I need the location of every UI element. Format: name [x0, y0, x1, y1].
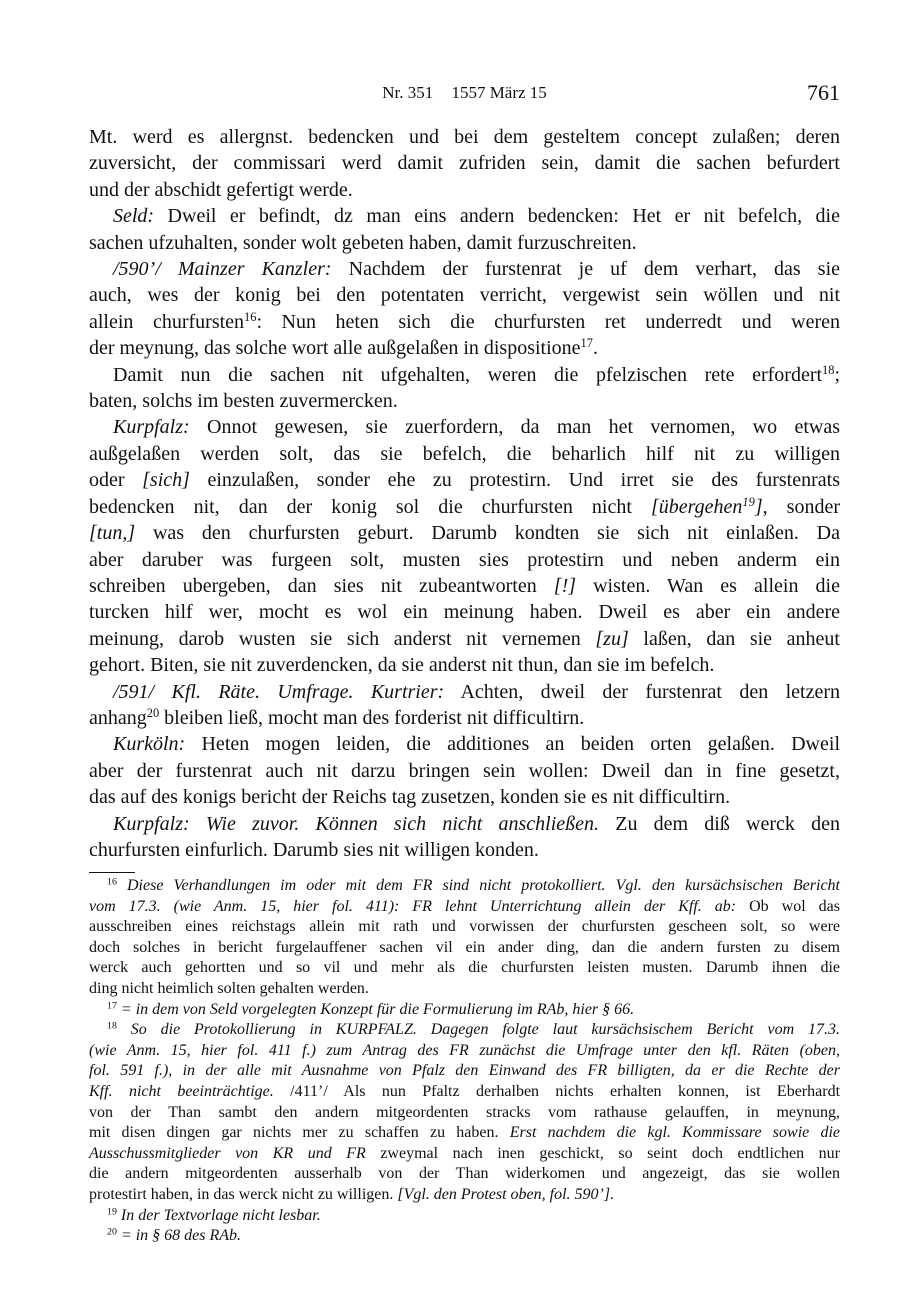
footnote-marker: 20	[107, 1226, 117, 1238]
text-segment: das auf des konigs bericht der Reichs tag zusetzen, konden sie es nit difficultirn.	[89, 786, 731, 809]
footnote	[89, 1000, 840, 1021]
text-line	[89, 599, 840, 625]
text-segment: ausschreiben eines reichstags allein mit rath und vorwissen der churfursten gescheen solt, so were	[89, 918, 840, 936]
text-line	[89, 520, 840, 546]
text-line	[89, 230, 840, 256]
text-segment: Dweil er befindt, dz man eins andern bedencken: Het er nit befelch, die	[154, 205, 840, 228]
text-segment: Achten, dweil der furstenrat den letzern	[444, 680, 840, 703]
text-segment: Ob wol das	[736, 897, 840, 915]
text-segment: bleiben ließ, mocht man des forderist nit difficultirn.	[159, 706, 585, 729]
text-segment: außgelaßen werden solt, das sie befelch, die beharlich hilf nit zu willigen	[89, 442, 840, 465]
text-line	[89, 784, 840, 810]
paragraph	[89, 811, 840, 864]
italic-text: Erst nachdem die kgl. Kommissare sowie die	[509, 1124, 841, 1142]
italic-text: [zu]	[595, 627, 629, 650]
text-segment: die andern mitgeordenten ausserhalb von der Than widerkomen und angezeigt, das sie wollen	[89, 1165, 840, 1183]
text-line	[89, 309, 840, 335]
footnote-marker: 16	[107, 876, 117, 888]
text-segment: ;	[834, 363, 840, 386]
text-line	[89, 938, 840, 959]
text-segment: /411’/ Als nun Pfaltz derhalben nichts erhalten konnen, ist Eberhardt	[273, 1082, 841, 1100]
text-line	[89, 626, 840, 652]
text-segment: Nachdem der furstenrat je uf dem verhart, das sie	[331, 258, 841, 281]
text-line	[89, 731, 840, 757]
text-line	[89, 414, 840, 440]
text-segment: baten, solchs im besten zuvermercken.	[89, 390, 398, 413]
text-line	[89, 335, 840, 361]
text-segment: Onnot gewesen, sie zuerfordern, da man het vernomen, wo etwas	[189, 416, 840, 439]
text-segment: sachen ufzuhalten, sonder wolt gebeten haben, damit furzuschreiten.	[89, 231, 637, 254]
text-line	[89, 1144, 840, 1165]
italic-text: Diese Verhandlungen im oder mit dem FR sind nicht protokolliert. Vgl. den kursächsischen Bericht	[126, 877, 841, 894]
main-text	[89, 124, 840, 863]
text-line	[89, 897, 840, 918]
text-segment: schreiben ubergeben, dan sies nit zubeantworten	[89, 574, 554, 597]
paragraph	[89, 414, 840, 678]
text-line	[89, 1103, 840, 1124]
italic-text: Ausschussmitglieder von KR und FR	[89, 1144, 366, 1162]
italic-text: Kurköln:	[113, 733, 186, 756]
text-segment: protestirt haben, in das werck nicht zu willigen.	[89, 1185, 398, 1203]
italic-text: (wie Anm. 15, hier fol. 411 f.) zum Antrag des FR zunächst die Umfrage unter den kfl. Räten (oben,	[89, 1041, 840, 1059]
paragraph	[89, 679, 840, 732]
text-line	[89, 1041, 840, 1062]
text-line	[89, 494, 840, 520]
text-line	[89, 1061, 840, 1082]
text-segment: laßen, dan sie anheut	[628, 627, 840, 650]
text-segment: Zu dem diß werck den	[599, 812, 840, 835]
paragraph	[89, 203, 840, 256]
text-segment: Damit nun die sachen nit ufgehalten, weren die pfelzischen rete erfordert	[113, 363, 823, 386]
text-line	[89, 1206, 840, 1227]
text-segment: meinung, darob wusten sie sich anderst nit vernemen	[89, 627, 596, 650]
footnotes	[89, 876, 840, 1247]
text-segment: wisten. Wan es allein die	[576, 574, 840, 597]
italic-text: vom 17.3. (wie Anm. 15, hier fol. 411): FR lehnt Unterrichtung allein der Kff. ab:	[89, 897, 737, 915]
footnote	[89, 876, 840, 1000]
paragraph	[89, 256, 840, 362]
text-line	[89, 203, 840, 229]
text-segment: doch solches in bericht furgelauffener sachen vil ein ander ding, dan die andern fursten zu disem	[89, 938, 840, 956]
italic-text: = in § 68 des RAb.	[120, 1227, 242, 1245]
text-segment: ding nicht heimlich solten gehalten werden.	[89, 979, 369, 997]
text-line	[89, 256, 840, 282]
paragraph	[89, 362, 840, 415]
text-line	[89, 1000, 840, 1021]
text-segment	[117, 1021, 131, 1038]
text-line	[89, 1123, 840, 1144]
text-segment: was den churfursten geburt. Darumb kondten sie sich nit einlaßen. Da	[135, 522, 840, 545]
text-line	[89, 837, 840, 863]
text-segment: auch, wes der konig bei den potentaten verricht, vergewist sein wöllen und nit	[89, 284, 840, 307]
footnote-marker: 17	[107, 1000, 117, 1012]
text-line	[89, 1226, 840, 1247]
text-line	[89, 150, 840, 176]
text-line	[89, 282, 840, 308]
footnote-marker: 18	[107, 1020, 117, 1032]
document-date: 1557 März 15	[451, 83, 547, 102]
text-segment: anhang	[89, 706, 147, 729]
italic-text: [!]	[553, 574, 577, 597]
document-number: Nr. 351	[382, 83, 434, 102]
text-line	[89, 1164, 840, 1185]
text-line	[89, 467, 840, 493]
footnote	[89, 1226, 840, 1247]
footnote-marker: 19	[107, 1206, 117, 1218]
text-segment: churfursten einfurlich. Darumb sies nit willigen konden.	[89, 838, 539, 861]
text-line	[89, 177, 840, 203]
text-segment: aber daruber was furgeen solt, musten sies protestirn und neben anderm ein	[89, 548, 840, 571]
italic-text: fol. 591 f.), in der alle mit Ausnahme von Pfalz den Einwand des FR billigten, da er die Rechte der	[89, 1062, 840, 1080]
text-line	[89, 758, 840, 784]
italic-text: Seld:	[113, 205, 155, 228]
footnote	[89, 1206, 840, 1227]
footnote-marker: 19	[742, 494, 755, 509]
italic-text: So die Protokollierung in KURPFALZ. Dagegen folgte laut kursächsischem Bericht vom 17.3.	[130, 1021, 841, 1039]
italic-text: ]	[754, 495, 763, 518]
italic-text: In der Textvorlage nicht lesbar.	[120, 1206, 321, 1224]
text-segment: Heten mogen leiden, die additiones an beiden orten gelaßen. Dweil	[185, 733, 840, 756]
text-segment: Mt. werd es allergnst. bedencken und bei dem gesteltem concept zulaßen; deren	[89, 126, 840, 148]
italic-text: [sich]	[142, 469, 190, 492]
text-line	[89, 1082, 840, 1103]
italic-text: = in dem von Seld vorgelegten Konzept für die Formulierung im RAb, hier § 66.	[120, 1000, 635, 1018]
italic-text: Kurpfalz:	[113, 416, 190, 439]
running-head	[89, 80, 840, 108]
text-line	[89, 1185, 840, 1206]
italic-text: Kurpfalz: Wie zuvor. Können sich nicht anschließen.	[113, 812, 600, 835]
text-segment: zweymal nach inen geschickt, so seint doch endtlichen nur	[365, 1144, 841, 1162]
text-line	[89, 1020, 840, 1041]
text-segment: mit disen dingen gar nichts mer zu schaffen zu haben.	[89, 1124, 510, 1142]
text-segment: .	[592, 337, 598, 360]
text-line	[89, 362, 840, 388]
text-line	[89, 573, 840, 599]
text-segment: der meynung, das solche wort alle außgelaßen in dispositione	[89, 337, 581, 360]
text-line	[89, 958, 840, 979]
text-segment	[117, 877, 127, 894]
text-segment: zuversicht, der commissari werd damit zufriden sein, damit die sachen befurdert	[89, 152, 840, 175]
footnote-divider	[89, 872, 135, 873]
text-line	[89, 679, 840, 705]
text-line	[89, 811, 840, 837]
text-line	[89, 979, 840, 1000]
text-segment: und der abschidt gefertigt werde.	[89, 178, 353, 201]
text-line	[89, 124, 840, 150]
text-line	[89, 705, 840, 731]
footnote-marker: 17	[580, 336, 593, 351]
text-segment: von der Than sambt den andern mitgeordenten stracks vom rathause gelauffen, in meynung,	[89, 1103, 840, 1121]
text-segment: oder	[89, 469, 143, 492]
italic-text: [übergehen	[650, 495, 743, 518]
text-line	[89, 547, 840, 573]
text-line	[89, 441, 840, 467]
text-segment: turcken hilf wer, mocht es wol ein meinung haben. Dweil es aber ein andere	[89, 601, 840, 624]
italic-text: Kff. nicht beeinträchtige.	[89, 1082, 274, 1100]
text-segment: aber der furstenrat auch nit darzu bringen sein wollen: Dweil dan in fine gesetzt,	[89, 759, 840, 782]
text-line	[89, 917, 840, 938]
text-segment: werck auch gehortten und so vil und mehr als die churfursten leisten musten. Darumb ihnen die	[89, 959, 840, 977]
text-segment: gehort. Biten, sie nit zuverdencken, da sie anderst nit thun, dan sie im befelch.	[89, 654, 715, 677]
text-segment: : Nun heten sich die churfursten ret underredt und weren	[256, 310, 840, 333]
footnote-marker: 20	[146, 706, 160, 721]
text-line	[89, 388, 840, 414]
italic-text: [Vgl. den Protest oben, fol. 590’].	[397, 1185, 615, 1203]
italic-text: /590’/ Mainzer Kanzler:	[113, 258, 332, 281]
text-line	[89, 652, 840, 678]
text-segment: allein churfursten	[89, 310, 245, 333]
text-line	[89, 876, 840, 897]
footnote	[89, 1020, 840, 1205]
text-segment: einzulaßen, sonder ehe zu protestirn. Und irret sie des furstenrats	[189, 469, 840, 492]
italic-text: /591/ Kfl. Räte. Umfrage. Kurtrier:	[113, 680, 445, 703]
text-segment: , sonder	[762, 495, 840, 518]
italic-text: [tun,]	[89, 522, 136, 545]
document-reference	[89, 83, 840, 103]
footnote-marker: 18	[822, 362, 835, 377]
paragraph	[89, 124, 840, 203]
page-number: 761	[807, 80, 840, 105]
paragraph	[89, 731, 840, 810]
footnote-marker: 16	[244, 310, 257, 325]
text-segment: bedencken nit, dan der konig sol die churfursten nicht	[89, 495, 651, 518]
